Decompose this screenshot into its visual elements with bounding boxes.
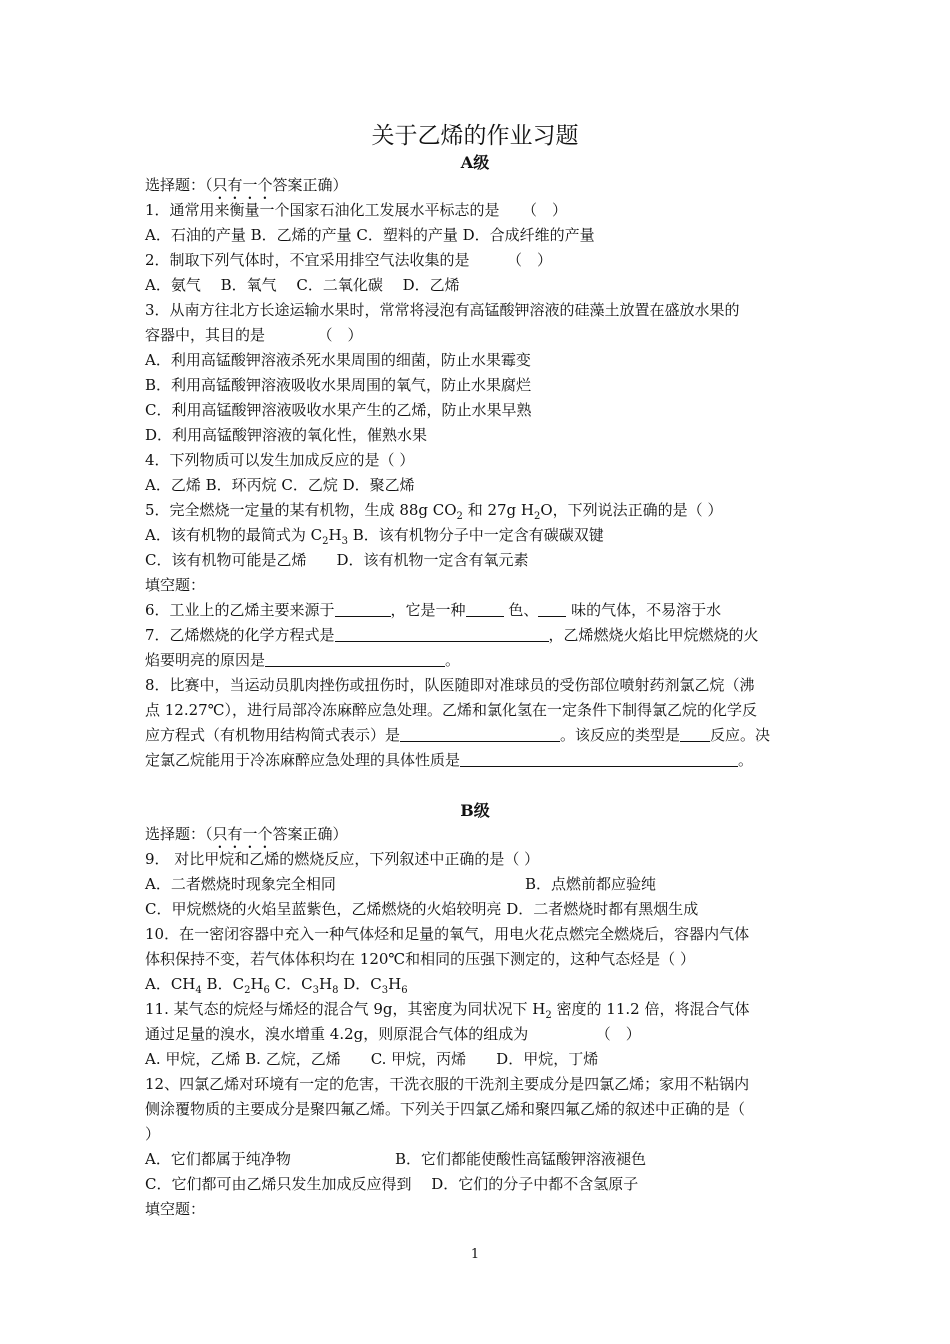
mc-heading-a-prefix: 选择题：（ bbox=[145, 176, 213, 194]
q7-text: 焰要明亮的原因是 bbox=[145, 651, 266, 669]
q5a-subscript: 3 bbox=[341, 536, 348, 547]
question-9-options-cd: C．甲烷燃烧的火焰呈蓝紫色，乙烯燃烧的火焰较明亮 D．二者燃烧时都有黑烟生成 bbox=[145, 900, 699, 918]
q6-text: 色、 bbox=[503, 601, 539, 619]
question-3-line-1: 3．从南方往北方长途运输水果时，常常将浸泡有高锰酸钾溶液的硅藻土放置在盛放水果的 bbox=[145, 301, 740, 319]
q10-subscript: 3 bbox=[381, 985, 389, 996]
question-3-option-a: A．利用高锰酸钾溶液杀死水果周围的细菌，防止水果霉变 bbox=[145, 351, 531, 369]
q6-text: 6．工业上的乙烯主要来源于 bbox=[145, 601, 335, 619]
question-8-line-1: 8．比赛中，当运动员肌肉挫伤或扭伤时，队医随即对准球员的受伤部位喷射药剂氯乙烷（沸 bbox=[145, 676, 755, 694]
fill-heading-b: 填空题： bbox=[145, 1200, 206, 1218]
q5a-subscript: 2 bbox=[322, 536, 329, 547]
q10-text: A．CH bbox=[145, 975, 196, 993]
question-12-options-ab bbox=[145, 1147, 810, 1171]
fill-heading-a: 填空题： bbox=[145, 576, 206, 594]
question-8-line-4 bbox=[145, 748, 810, 772]
question-3-option-c: C．利用高锰酸钾溶液吸收水果产生的乙烯，防止水果早熟 bbox=[145, 401, 532, 419]
answer-blank[interactable] bbox=[400, 725, 560, 742]
question-6 bbox=[145, 598, 810, 622]
q10-subscript: 4 bbox=[195, 985, 202, 996]
question-10-line-1: 10．在一密闭容器中充入一种气体烃和足量的氧气，用电火花点燃完全燃烧后，容器内气体 bbox=[145, 925, 750, 943]
q11-text: 11. 某气态的烷烃与烯烃的混合气 9g，其密度为同状况下 H bbox=[145, 1000, 546, 1018]
level-b-heading: B级 bbox=[460, 801, 490, 820]
question-12-options-cd: C．它们都可由乙烯只发生加成反应得到 D．它们的分子中都不含氢原子 bbox=[145, 1175, 639, 1193]
q7-text: ，乙烯燃烧火焰比甲烷燃烧的火 bbox=[548, 626, 759, 644]
question-4: 4．下列物质可以发生加成反应的是（ ） bbox=[145, 451, 415, 469]
question-11-options: A. 甲烷，乙烯 B. 乙烷，乙烯 C. 甲烷，丙烯 D．甲烷，丁烯 bbox=[145, 1050, 599, 1068]
q11-text: 密度的 11.2 倍，将混合气体 bbox=[551, 1000, 750, 1018]
answer-blank[interactable] bbox=[538, 600, 566, 617]
q8-text: 应方程式（有机物用结构简式表示）是 bbox=[145, 726, 401, 744]
question-8-line-2: 点 12.27℃），进行局部冷冻麻醉应急处理。乙烯和氯化氢在一定条件下制得氯乙烷的化学反 bbox=[145, 701, 757, 719]
q5-text: 和 27g H bbox=[462, 501, 534, 519]
q10-subscript: 6 bbox=[401, 985, 408, 996]
question-9: 9． 对比甲烷和乙烯的燃烧反应，下列叙述中正确的是（ ） bbox=[145, 850, 540, 868]
q6-text: 味的气体，不易溶于水 bbox=[566, 601, 722, 619]
question-9-options-ab bbox=[145, 872, 810, 896]
mc-heading-b-emphasis: 只有一个 bbox=[212, 825, 273, 843]
q12-option-a: A．它们都属于纯净物 bbox=[145, 1150, 291, 1168]
answer-blank[interactable] bbox=[460, 750, 738, 767]
q11-subscript: 2 bbox=[545, 1010, 552, 1021]
q5a-text: A．该有机物的最简式为 C bbox=[145, 526, 323, 544]
q5a-text: H bbox=[328, 526, 342, 544]
level-a-heading: A级 bbox=[460, 153, 490, 172]
mc-heading-b-suffix: 答案正确） bbox=[272, 825, 348, 843]
q10-text: H bbox=[388, 975, 402, 993]
question-12-line-3: ） bbox=[145, 1125, 161, 1143]
question-10-line-2: 体积保持不变，若气体体积均在 120℃和相同的压强下测定的，这种气态烃是（ ） bbox=[145, 950, 695, 968]
q10-text: H bbox=[319, 975, 333, 993]
question-2-options: A．氨气 B．氧气 C．二氧化碳 D．乙烯 bbox=[145, 276, 460, 294]
q5-text: O，下列说法正确的是（ ） bbox=[540, 501, 723, 519]
q7-text: 7．乙烯燃烧的化学方程式是 bbox=[145, 626, 335, 644]
q9-option-b: B．点燃前都应验纯 bbox=[525, 875, 657, 893]
q6-text: ，它是一种 bbox=[390, 601, 466, 619]
question-7-line-2 bbox=[145, 648, 810, 672]
answer-blank[interactable] bbox=[466, 600, 504, 617]
question-3-option-b: B．利用高锰酸钾溶液吸收水果周围的氧气，防止水果腐烂 bbox=[145, 376, 532, 394]
answer-blank[interactable] bbox=[335, 625, 549, 642]
q5-text: 5．完全燃烧一定量的某有机物，生成 88g CO bbox=[145, 501, 457, 519]
question-1-options: A．石油的产量 B．乙烯的产量 C．塑料的产量 D．合成纤维的产量 bbox=[145, 226, 595, 244]
question-5-options-cd: C．该有机物可能是乙烯 D．该有机物一定含有氧元素 bbox=[145, 551, 529, 569]
q10-text: C．C bbox=[269, 975, 313, 993]
q10-text: B．C bbox=[201, 975, 245, 993]
mc-heading-a-suffix: 答案正确） bbox=[272, 176, 348, 194]
q10-subscript: 8 bbox=[332, 985, 339, 996]
q8-text: 定氯乙烷能用于冷冻麻醉应急处理的具体性质是 bbox=[145, 751, 461, 769]
q10-text: D．C bbox=[338, 975, 382, 993]
q5-subscript: 2 bbox=[534, 511, 541, 522]
q10-subscript: 2 bbox=[244, 985, 251, 996]
q8-text: 。 bbox=[738, 751, 754, 769]
question-8-line-3 bbox=[145, 723, 810, 747]
answer-blank[interactable] bbox=[265, 650, 445, 667]
page-number: 1 bbox=[470, 1247, 480, 1262]
q10-text: H bbox=[250, 975, 264, 993]
question-12-line-2: 侧涂覆物质的主要成分是聚四氟乙烯。下列关于四氯乙烯和聚四氟乙烯的叙述中正确的是（ bbox=[145, 1100, 746, 1118]
question-11-line-2: 通过足量的溴水，溴水增重 4.2g，则原混合气体的组成为 （ ） bbox=[145, 1025, 641, 1043]
q9-option-a: A．二者燃烧时现象完全相同 bbox=[145, 875, 336, 893]
question-4-options: A．乙烯 B．环丙烷 C．乙烷 D．聚乙烯 bbox=[145, 476, 415, 494]
mc-heading-b-prefix: 选择题：（ bbox=[145, 825, 213, 843]
answer-blank[interactable] bbox=[335, 600, 391, 617]
q12-option-b: B．它们都能使酸性高锰酸钾溶液褪色 bbox=[395, 1150, 647, 1168]
q8-text: 。该反应的类型是 bbox=[560, 726, 681, 744]
q5a-text: B．该有机物分子中一定含有碳碳双键 bbox=[347, 526, 604, 544]
question-3-line-2: 容器中，其目的是 （ ） bbox=[145, 326, 363, 344]
q10-subscript: 6 bbox=[263, 985, 270, 996]
answer-blank[interactable] bbox=[680, 725, 710, 742]
question-7-line-1 bbox=[145, 623, 810, 647]
q8-text: 反应。决 bbox=[710, 726, 771, 744]
mc-heading-a-emphasis: 只有一个 bbox=[212, 176, 273, 194]
question-3-option-d: D．利用高锰酸钾溶液的氧化性，催熟水果 bbox=[145, 426, 428, 444]
q10-subscript: 3 bbox=[312, 985, 320, 996]
question-12-line-1: 12、四氯乙烯对环境有一定的危害，干洗衣服的干洗剂主要成分是四氯乙烯；家用不粘锅内 bbox=[145, 1075, 750, 1093]
question-1: 1．通常用来衡量一个国家石油化工发展水平标志的是 （ ） bbox=[145, 201, 568, 219]
question-2: 2．制取下列气体时，不宜采用排空气法收集的是 （ ） bbox=[145, 251, 553, 269]
page-title: 关于乙烯的作业习题 bbox=[371, 123, 579, 149]
q5-subscript: 2 bbox=[456, 511, 463, 522]
q7-text: 。 bbox=[445, 651, 461, 669]
